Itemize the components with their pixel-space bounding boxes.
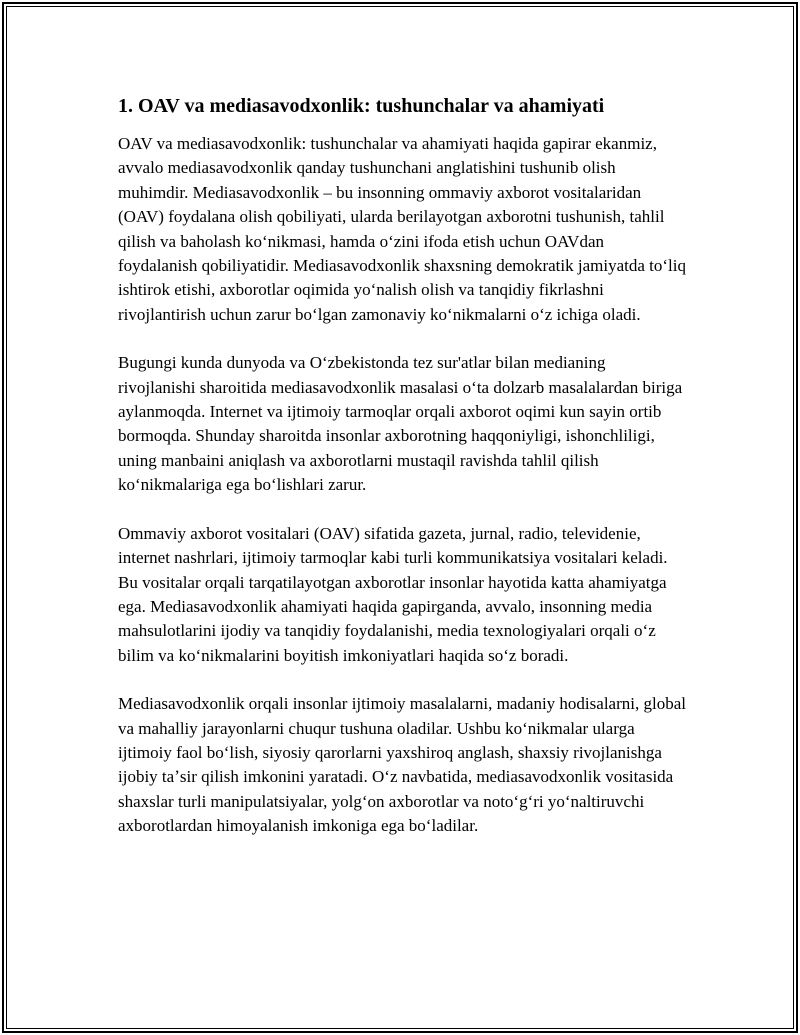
paragraph-1: OAV va mediasavodxonlik: tushunchalar va ahamiyati haqida gapirar ekanmiz, avvalo mediasavodxonlik qanday tushunchani anglatishini tushunib olish muhimdir. Mediasavodxonlik – bu insonning ommaviy axborot vositalaridan (OAV) foydalana olish qobiliyati, ularda berilayotgan axborotni tushunish, tahlil qilish va baholash koʻnikmasi, hamda oʻzini ifoda etish uchun OAVdan foydalanish qobiliyatidir. Mediasavodxonlik shaxsning demokratik jamiyatda toʻliq ishtirok etishi, axborotlar oqimida yoʻnalish olish va tanqidiy fikrlashni rivojlantirish uchun zarur boʻlgan zamonaviy koʻnikmalarni oʻz ichiga oladi. xyxy=(118,134,686,324)
paragraph-3: Ommaviy axborot vositalari (OAV) sifatida gazeta, jurnal, radio, televidenie, internet nashrlari, ijtimoiy tarmoqlar kabi turli kommunikatsiya vositalari keladi. Bu vositalar orqali tarqatilayotgan axborotlar insonlar hayotida katta ahamiyatga ega. Mediasavodxonlik ahamiyati haqida gapirganda, avvalo, insonning media mahsulotlarini ijodiy va tanqidiy foydalanishi, media texnologiyalari orqali oʻz bilim va koʻnikmalarini boyitish imkoniyatlari haqida soʻz boradi. xyxy=(118,523,668,665)
document-body xyxy=(118,92,686,863)
paragraph-2: Bugungi kunda dunyoda va Oʻzbekistonda tez sur'atlar bilan medianing rivojlanishi sharoitida mediasavodxonlik masalasi oʻta dolzarb masalalardan biriga aylanmoqda. Internet va ijtimoiy tarmoqlar orqali axborot oqimi kun sayin ortib bormoqda. Shunday sharoitda insonlar axborotning haqqoniyligi, ishonchliligi, uning manbaini aniqlash va axborotlarni mustaqil ravishda tahlil qilish koʻnikmalariga ega boʻlishlari zarur. xyxy=(118,353,683,495)
section-heading: 1. OAV va mediasavodxonlik: tushunchalar va ahamiyati xyxy=(118,95,605,117)
paragraph-4: Mediasavodxonlik orqali insonlar ijtimoiy masalalarni, madaniy hodisalarni, global va mahalliy jarayonlarni chuqur tushuna oladilar. Ushbu koʻnikmalar ularga ijtimoiy faol boʻlish, siyosiy qarorlarni yaxshiroq anglash, shaxsiy rivojlanishga ijobiy taʼsir qilish imkonini yaratadi. Oʻz navbatida, mediasavodxonlik vositasida shaxslar turli manipulatsiyalar, yolgʻon axborotlar va notoʻgʻri yoʻnaltiruvchi axborotlardan himoyalanish imkoniga ega boʻladilar. xyxy=(118,694,686,836)
